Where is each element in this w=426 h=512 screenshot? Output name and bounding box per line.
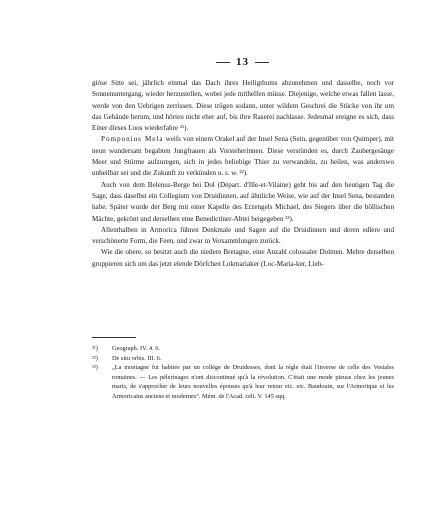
paragraph-text: weifs von einem Orakel auf der Insel Sena (Sein, gegenüber von Quimper), mit neun wundersam begabten Jungfrauen als Vorsteherinnen. Diese verstünden es, durch Zaubergesänge Meer und Stürme aufzuregen, sich in jedes beliebige Thier zu verwandeln, zu heilen, was anderswo unheilbar sei und die Zukunft zu verkünden u. s. w. ²²). <box>92 135 394 178</box>
paragraph: gióse Sitte sei, jährlich einmal das Dach ihres Heiligthums abzunehmen und dasselbe, noch vor Sonnenuntergang, wieder herzustellen, wobei jede mithelfen müsse. Diejenige, welche etwas fallen lasse, werde von den Uebrigen zerrissen. Diese trügen sodann, unter wildem Geschrei die Stücke von ihr um das Gebäude herum, und hörten nicht eher auf, bis ihre Raserei nachlasse. Jedesmal ereigne es sich, dass Einer dieses Loos wiederfahre ²¹). <box>92 79 394 133</box>
footnote-text: Geograph. IV. 4. 6. <box>112 345 160 352</box>
page-number: 13 <box>236 56 249 68</box>
footnote-mark: ²¹) <box>92 345 98 352</box>
paragraph: Wie die obere, so besitzt auch die niedere Bretagne, eine Anzahl colossaler Dolmen. Mehre derselben gruppieren sich um das jetzt elende Dörfchen Lokmariaker (Loc-Maria-ker, Lieb- <box>92 248 394 268</box>
paragraph <box>92 134 394 179</box>
footnote <box>92 354 394 364</box>
footnote-text: De situ orbis. III. 6. <box>112 354 162 362</box>
paragraph: Auch von dem Belenus-Berge bei Dol (Départ. d'Ille-et-Vilaine) geht bis auf den heutigen Tag die Sage, dass daselbst ein Collegium von Druidinnen, auf ähnliche Weise, wie auf der Insel Sena, bestanden habe. Später wurde der Berg mit einer Kapelle des Erzengels Michael, des Siegers über die höllischen Mächte, gekrönt und derselben eine Benedictiner-Abtei beigegeben ²³). <box>92 180 394 223</box>
footnotes <box>92 344 394 402</box>
author-name: Pomponius Mela <box>101 135 164 144</box>
body-text <box>92 78 394 270</box>
paragraph: Allenthalben in Armorica führen Denkmale und Sagen auf die Druidinnen und deren edlere und verschönerte Form, die Feen, und zwar in Versammlungen zurück. <box>92 225 394 246</box>
footnote-rule <box>92 337 136 338</box>
header-rule-right <box>255 62 269 63</box>
footnote <box>92 344 394 354</box>
footnote-mark: ²²) <box>92 354 98 362</box>
footnote-text: „La montagne fut habitée par un collége de Druidesses, dont la règle était l'inverse de celle des Vestales romaines. — Les pélerinages n'ont discontinué qu'à la révolution. C'était une mode pieuse chez les jeunes maris, de s'approcher de leurs nouvelles épouses qu'à leur retour etc. etc. Baudouin, sur l'Armorique et les Armoricains anciens et modernes“. Mém. de l'Acad. celt. V. 145 sqq. <box>112 364 394 400</box>
footnote <box>92 363 394 401</box>
page-header <box>92 56 393 70</box>
footnote-mark: ²³) <box>92 364 98 372</box>
